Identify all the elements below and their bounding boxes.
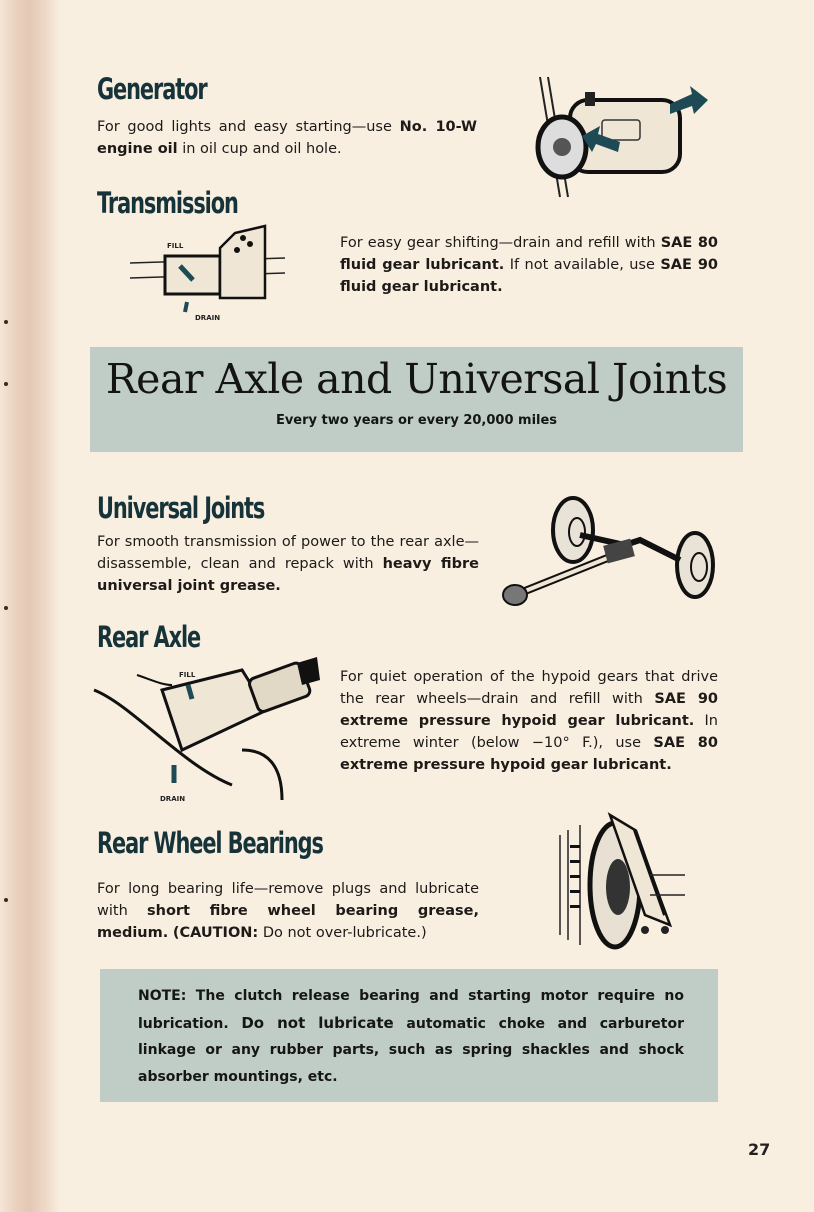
binding-mark bbox=[4, 382, 8, 386]
binding-mark bbox=[4, 898, 8, 902]
heading-universal-joints: Universal Joints bbox=[97, 491, 265, 525]
transmission-illustration bbox=[125, 218, 295, 323]
heading-transmission: Transmission bbox=[97, 186, 238, 220]
transmission-text: For easy gear shifting—drain and refill with SAE 80 fluid gear lubricant. If not available, use SAE 90 fluid gear lubricant. bbox=[340, 235, 718, 295]
rear-wheel-bearings-text: For long bearing life—remove plugs and lubricate with short fibre wheel bearing grease, medium. (CAUTION: Do not over-lubricate.) bbox=[97, 881, 479, 941]
drain-label: DRAIN bbox=[195, 314, 221, 322]
fill-label: FILL bbox=[179, 671, 196, 679]
heading-rear-wheel-bearings: Rear Wheel Bearings bbox=[97, 826, 323, 860]
universal-joints-text: For smooth transmission of power to the rear axle—disassemble, clean and repack with heavy fibre universal joint grease. bbox=[97, 534, 479, 594]
binding-mark bbox=[4, 320, 8, 324]
page-binding-gutter bbox=[0, 0, 60, 1212]
drain-label: DRAIN bbox=[160, 795, 186, 803]
rear-axle-text: For quiet operation of the hypoid gears that drive the rear wheels—drain and refill with SAE 90 extreme pressure hypoid gear lubricant. In extreme winter (below −10° F.), use SAE 80 extreme pressure hypoid gear lubricant. bbox=[340, 669, 719, 773]
note-panel bbox=[100, 969, 718, 1102]
generator-illustration bbox=[520, 72, 710, 202]
rear-axle-illustration bbox=[92, 655, 327, 805]
axle-illustration bbox=[495, 490, 725, 615]
section-banner bbox=[90, 347, 743, 452]
note-text: NOTE: The clutch release bearing and starting motor require no lubrication. Do not lubricate automatic choke and carburetor linkage or any rubber parts, such as spring shackles and shock absorber mountings, etc. bbox=[138, 988, 684, 1085]
section-title: Rear Axle and Universal Joints bbox=[105, 355, 728, 403]
generator-text: For good lights and easy starting—use No. 10-W engine oil in oil cup and oil hole. bbox=[97, 119, 478, 157]
heading-rear-axle: Rear Axle bbox=[97, 620, 201, 654]
section-interval: Every two years or every 20,000 miles bbox=[275, 413, 558, 428]
wheel-bearing-illustration bbox=[550, 805, 690, 955]
heading-generator: Generator bbox=[97, 72, 207, 106]
fill-label: FILL bbox=[167, 242, 184, 250]
page-number: 27 bbox=[748, 1140, 771, 1159]
binding-mark bbox=[4, 606, 8, 610]
arrow-icon bbox=[670, 86, 708, 114]
